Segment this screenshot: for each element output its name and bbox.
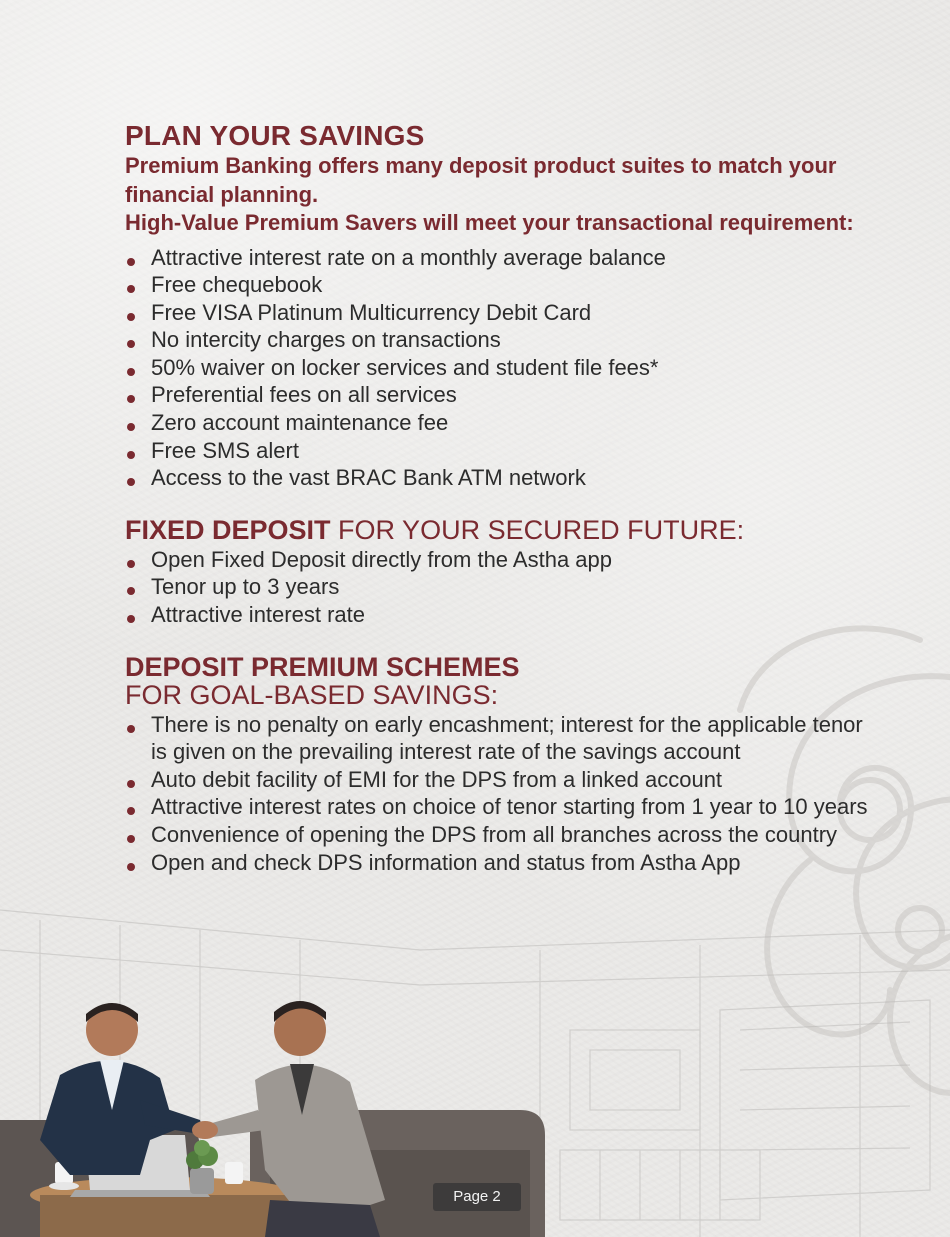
list-item: 50% waiver on locker services and student file fees* xyxy=(125,354,885,382)
dps-title-bold: DEPOSIT PREMIUM SCHEMES xyxy=(125,651,520,682)
list-item: Preferential fees on all services xyxy=(125,381,885,409)
list-item: Tenor up to 3 years xyxy=(125,573,885,601)
list-item: No intercity charges on transactions xyxy=(125,326,885,354)
list-item: Free SMS alert xyxy=(125,437,885,465)
list-item: Attractive interest rate xyxy=(125,601,885,629)
list-item: Open and check DPS information and status from Astha App xyxy=(125,849,870,877)
list-item: Access to the vast BRAC Bank ATM network xyxy=(125,464,885,492)
list-item: Zero account maintenance fee xyxy=(125,409,885,437)
plan-intro-1: Premium Banking offers many deposit product suites to match your financial planning. xyxy=(125,153,837,207)
list-item: Attractive interest rates on choice of tenor starting from 1 year to 10 years xyxy=(125,793,870,821)
plan-intro-2: High-Value Premium Savers will meet your transactional requirement: xyxy=(125,210,854,235)
page-number-badge: Page 2 xyxy=(433,1183,521,1211)
list-item: Free VISA Platinum Multicurrency Debit Card xyxy=(125,299,885,327)
list-item: Auto debit facility of EMI for the DPS from a linked account xyxy=(125,766,870,794)
list-item: Convenience of opening the DPS from all branches across the country xyxy=(125,821,870,849)
fixed-deposit-title xyxy=(125,516,885,544)
list-item: Attractive interest rate on a monthly average balance xyxy=(125,244,885,272)
dps-title-light: FOR GOAL-BASED SAVINGS: xyxy=(125,679,499,710)
dps-title xyxy=(125,653,885,709)
fixed-deposit-list xyxy=(125,546,885,629)
page-content xyxy=(125,120,885,876)
fixed-deposit-title-light: FOR YOUR SECURED FUTURE: xyxy=(330,514,745,545)
plan-savings-title: PLAN YOUR SAVINGS xyxy=(125,120,425,151)
plan-benefits-list xyxy=(125,244,885,492)
dps-list xyxy=(125,711,870,877)
list-item: Free chequebook xyxy=(125,271,885,299)
list-item: There is no penalty on early encashment; interest for the applicable tenor is given on the prevailing interest rate of the savings account xyxy=(125,711,870,766)
fixed-deposit-title-bold: FIXED DEPOSIT xyxy=(125,514,331,545)
list-item: Open Fixed Deposit directly from the Astha app xyxy=(125,546,885,574)
